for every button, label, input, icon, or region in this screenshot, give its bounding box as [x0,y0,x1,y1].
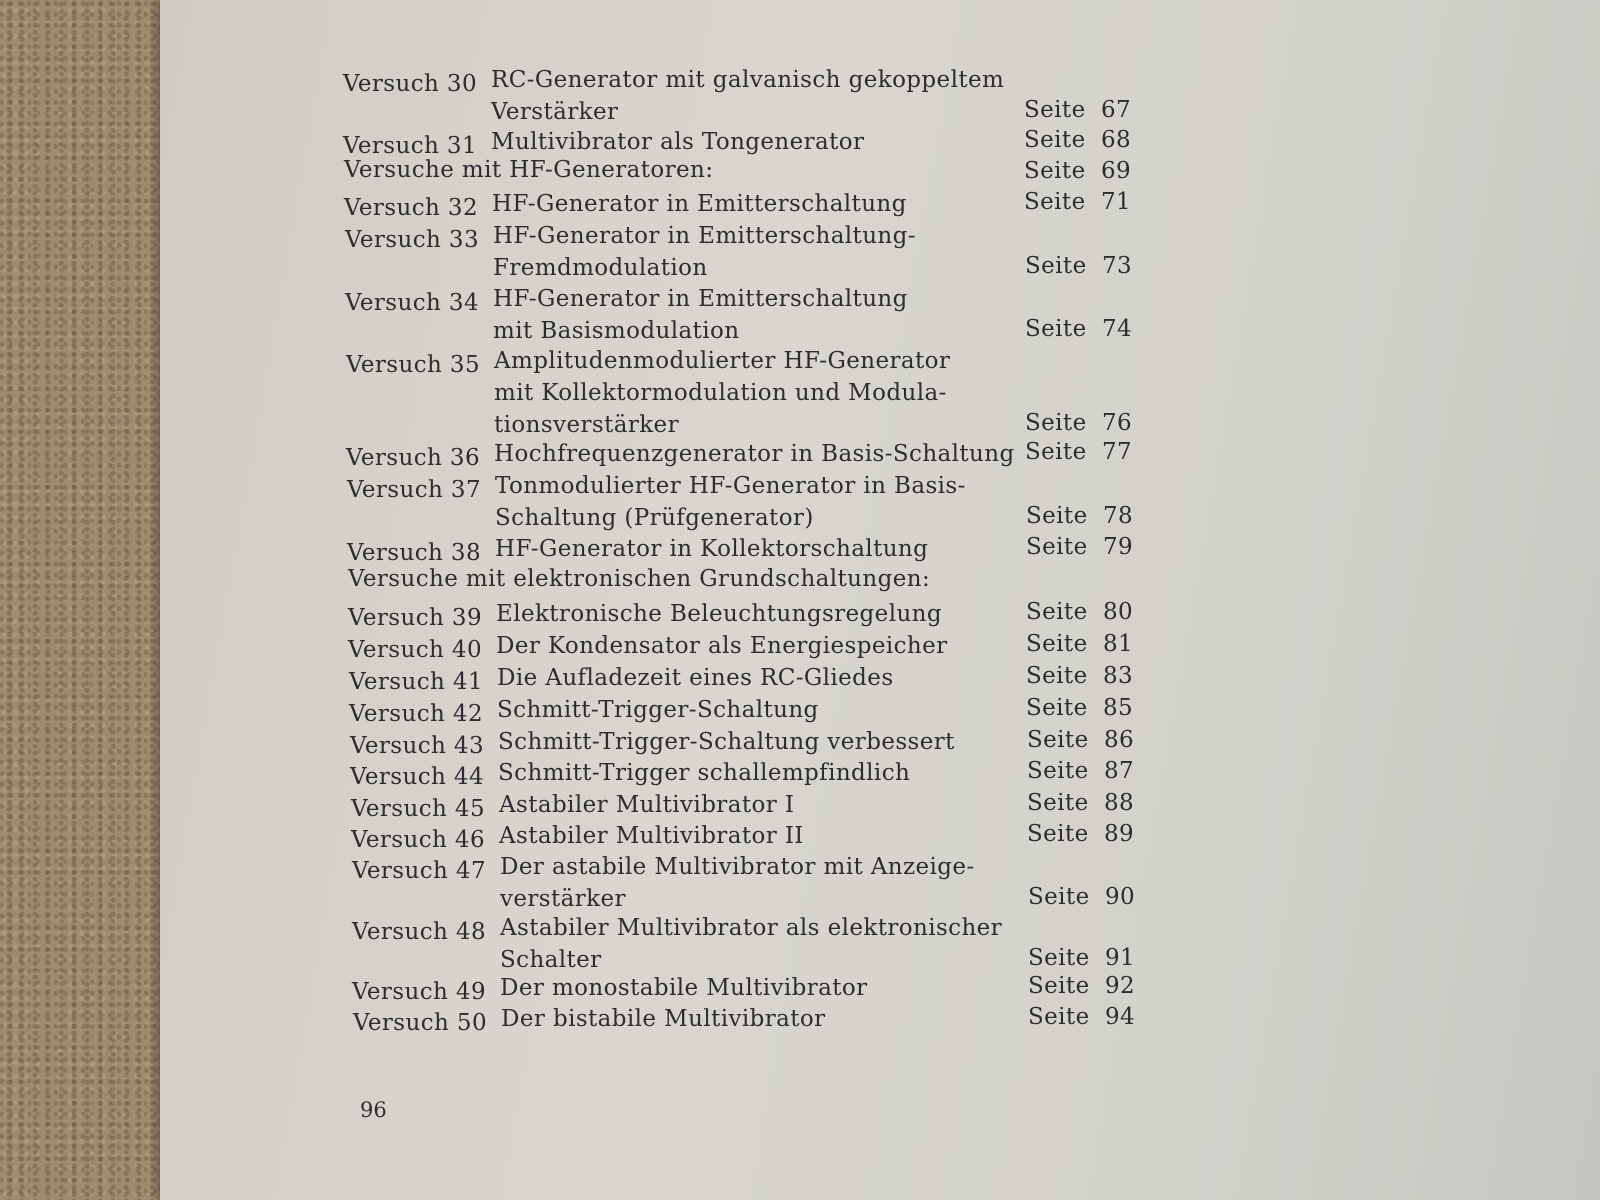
experiment-number: Versuch 44 [350,764,484,790]
page-reference: Seite 92 [1028,973,1136,999]
experiment-title-line: Der Kondensator als Energiespeicher [496,633,948,659]
page-reference: Seite 94 [1028,1004,1136,1030]
experiment-title-line: verstärker [500,886,626,912]
experiment-number: Versuch 36 [346,445,480,471]
page-reference: Seite 91 [1028,945,1136,971]
experiment-title-line: Schmitt-Trigger-Schaltung [497,697,819,723]
page-reference: Seite 76 [1025,410,1133,436]
experiment-title-line: Die Aufladezeit eines RC-Gliedes [497,665,894,691]
page-reference: Seite 78 [1026,503,1134,529]
page-reference: Seite 90 [1028,884,1136,910]
experiment-title-line: Astabiler Multivibrator I [499,792,795,818]
page-reference: Seite 71 [1024,189,1132,215]
experiment-title-line: mit Basismodulation [493,318,740,344]
experiment-number: Versuch 40 [348,637,482,663]
experiment-title-line: Schmitt-Trigger schallempfindlich [498,760,911,786]
page-reference: Seite 74 [1025,316,1133,342]
page-reference: Seite 86 [1027,727,1135,753]
experiment-number: Versuch 30 [343,71,477,97]
experiment-number: Versuch 39 [348,605,482,631]
page-reference: Seite 73 [1025,253,1133,279]
page-reference: Seite 83 [1026,663,1134,689]
page-reference: Seite 79 [1026,534,1134,560]
experiment-number: Versuch 41 [349,669,483,695]
experiment-title-line: Tonmodulierter HF-Generator in Basis- [495,473,966,499]
experiment-title-line: Astabiler Multivibrator als elektronischer [500,915,1003,941]
experiment-title-line: HF-Generator in Emitterschaltung [492,191,907,217]
experiment-number: Versuch 42 [349,701,483,727]
page-reference: Seite 85 [1026,695,1134,721]
experiment-number: Versuch 45 [351,796,485,822]
experiment-number: Versuch 34 [345,290,479,316]
experiment-title-line: Hochfrequenzgenerator in Basis-Schaltung [494,441,1015,467]
page-reference: Seite 68 [1024,127,1132,153]
experiment-title-line: Astabiler Multivibrator II [499,823,804,849]
page-reference: Seite 69 [1024,158,1132,184]
experiment-number: Versuch 48 [352,919,486,945]
page-reference: Seite 81 [1026,631,1134,657]
experiment-title-line: HF-Generator in Emitterschaltung [493,286,908,312]
page-number: 96 [360,1098,387,1122]
experiment-title-line: Amplitudenmodulierter HF-Generator [494,348,951,374]
experiment-number: Versuch 32 [344,195,478,221]
experiment-number: Versuch 47 [352,858,486,884]
experiment-number: Versuch 35 [346,352,480,378]
experiment-title-line: Multivibrator als Tongenerator [491,129,865,155]
section-heading: Versuche mit HF-Generatoren: [344,157,714,183]
experiment-title-line: Schalter [500,947,602,973]
experiment-number: Versuch 46 [351,827,485,853]
page-reference: Seite 80 [1026,599,1134,625]
experiment-number: Versuch 33 [345,227,479,253]
experiment-title-line: HF-Generator in Kollektorschaltung [495,536,929,562]
experiment-title-line: mit Kollektormodulation und Modula- [494,380,947,406]
experiment-title-line: RC-Generator mit galvanisch gekoppeltem [491,67,1005,93]
experiment-title-line: Elektronische Beleuchtungsregelung [496,601,942,627]
experiment-number: Versuch 37 [347,477,481,503]
experiment-number: Versuch 31 [343,133,477,159]
experiment-number: Versuch 50 [353,1010,487,1036]
page-reference: Seite 88 [1027,790,1135,816]
experiment-title-line: HF-Generator in Emitterschaltung- [493,223,916,249]
desk-surface [0,0,170,1200]
page-reference: Seite 77 [1025,439,1133,465]
experiment-title-line: Schaltung (Prüfgenerator) [495,505,814,531]
experiment-title-line: Fremdmodulation [493,255,708,281]
page-reference: Seite 89 [1027,821,1135,847]
page-reference: Seite 87 [1027,758,1135,784]
experiment-number: Versuch 43 [350,733,484,759]
experiment-number: Versuch 38 [347,540,481,566]
experiment-title-line: tionsverstärker [494,412,679,438]
experiment-number: Versuch 49 [352,979,486,1005]
experiment-title-line: Der monostabile Multivibrator [500,975,868,1001]
experiment-title-line: Verstärker [491,99,619,125]
section-heading: Versuche mit elektronischen Grundschaltungen: [348,566,931,592]
experiment-title-line: Schmitt-Trigger-Schaltung verbessert [498,729,955,755]
page-reference: Seite 67 [1024,97,1132,123]
experiment-title-line: Der bistabile Multivibrator [501,1006,826,1032]
experiment-title-line: Der astabile Multivibrator mit Anzeige- [500,854,975,880]
